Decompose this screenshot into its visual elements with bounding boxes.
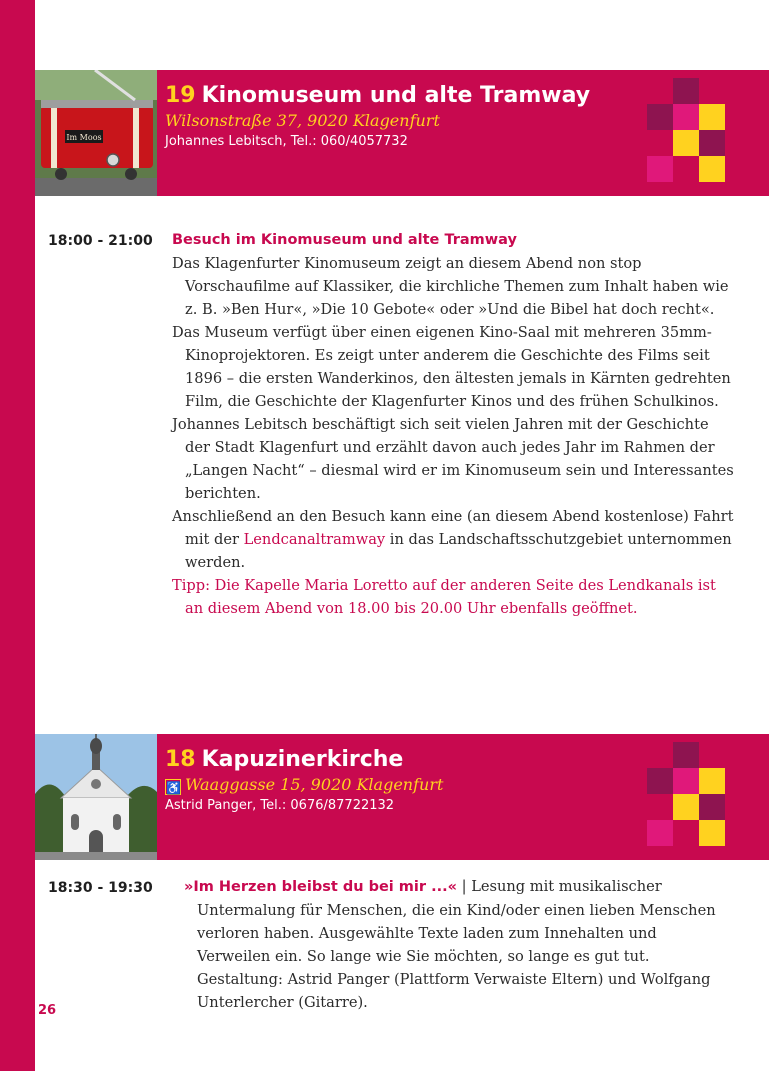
- section-title: [165, 746, 629, 774]
- decorative-mosaic: [647, 742, 727, 850]
- event-description: [172, 229, 734, 620]
- section-contact: Johannes Lebitsch, Tel.: 060/4057732: [165, 134, 408, 149]
- event-paragraph: Johannes Lebitsch beschäftigt sich seit vielen Jahren mit der Geschichte der Stadt Klagenfurt und erzählt davon auch jedes Jahr im Rahmen der „Langen Nacht“ – diesmal wird er im Kinomuseum sein und Interessantes berichten.: [172, 416, 734, 502]
- left-brand-strip: [0, 0, 35, 1071]
- section-address: [165, 774, 629, 796]
- event-title: Besuch im Kinomuseum und alte Tramway: [172, 232, 517, 248]
- tram-photo: [35, 70, 157, 196]
- section-number: 19: [165, 83, 196, 108]
- section-number: 18: [165, 747, 196, 772]
- section-address: Wilsonstraße 37, 9020 Klagenfurt: [165, 111, 440, 130]
- section-contact: Astrid Panger, Tel.: 0676/87722132: [165, 798, 395, 813]
- section-title: [165, 82, 629, 110]
- tip-paragraph: Tipp: Die Kapelle Maria Loretto auf der anderen Seite des Lendkanals ist an diesem Abend von 18.00 bis 20.00 Uhr ebenfalls geöffnet.: [172, 577, 716, 617]
- section-title-text: Kapuzinerkirche: [201, 747, 404, 772]
- event-title: »Im Herzen bleibst du bei mir ...«: [184, 879, 457, 895]
- section-header-kinomuseum: [35, 70, 769, 196]
- section-header-kapuzinerkirche: [35, 734, 769, 860]
- paragraph-text: in das Landschaftsschutzgebiet unternommen werden.: [185, 531, 732, 571]
- event-paragraph: Das Klagenfurter Kinomuseum zeigt an diesem Abend non stop Vorschaufilme auf Klassiker, die kirchliche Themen zum Inhalt haben wie z. B. »Ben Hur«, »Die 10 Gebote« oder »Und die Bibel hat doch recht«.: [172, 255, 729, 318]
- event-paragraph: Das Museum verfügt über einen eigenen Kino-Saal mit mehreren 35mm-Kinoprojektoren. Es zeigt unter anderem die Geschichte des Films seit 1896 – die ersten Wanderkinos, den ältesten jemals in Kärnten gedrehten Film, die Geschichte der Klagenfurter Kinos und des frühen Schulkinos.: [172, 324, 731, 410]
- tram-sign-text: Im Moos: [66, 133, 102, 142]
- lendcanaltramway-link[interactable]: Lendcanaltramway: [243, 531, 386, 548]
- event-text: Lesung mit musikalischer Untermalung für Menschen, die ein Kind/oder einen lieben Menschen verloren haben. Ausgewählte Texte laden zum Innehalten und Verweilen ein. So lange wie Sie möchten, so lange es gut tut. Gestaltung: Astrid Panger (Plattform Verwaiste Eltern) und Wolfgang Unterlercher (Gitarre).: [197, 878, 716, 1011]
- page-number: 26: [38, 1003, 57, 1018]
- separator: |: [456, 878, 472, 895]
- event-description: [184, 875, 734, 1014]
- paragraph-text: Anschließend an den Besuch kann eine (an diesem Abend kostenlose) Fahrt mit der: [172, 508, 734, 548]
- wheelchair-icon: ♿: [166, 781, 181, 795]
- event-time: 18:30 - 19:30: [48, 880, 153, 896]
- event-paragraph: [172, 505, 734, 574]
- decorative-mosaic: [647, 78, 727, 186]
- event-paragraph: [184, 875, 734, 1014]
- address-text: Waaggasse 15, 9020 Klagenfurt: [185, 775, 444, 794]
- church-photo: [35, 734, 157, 860]
- event-time: 18:00 - 21:00: [48, 233, 153, 249]
- section-title-text: Kinomuseum und alte Tramway: [201, 83, 591, 108]
